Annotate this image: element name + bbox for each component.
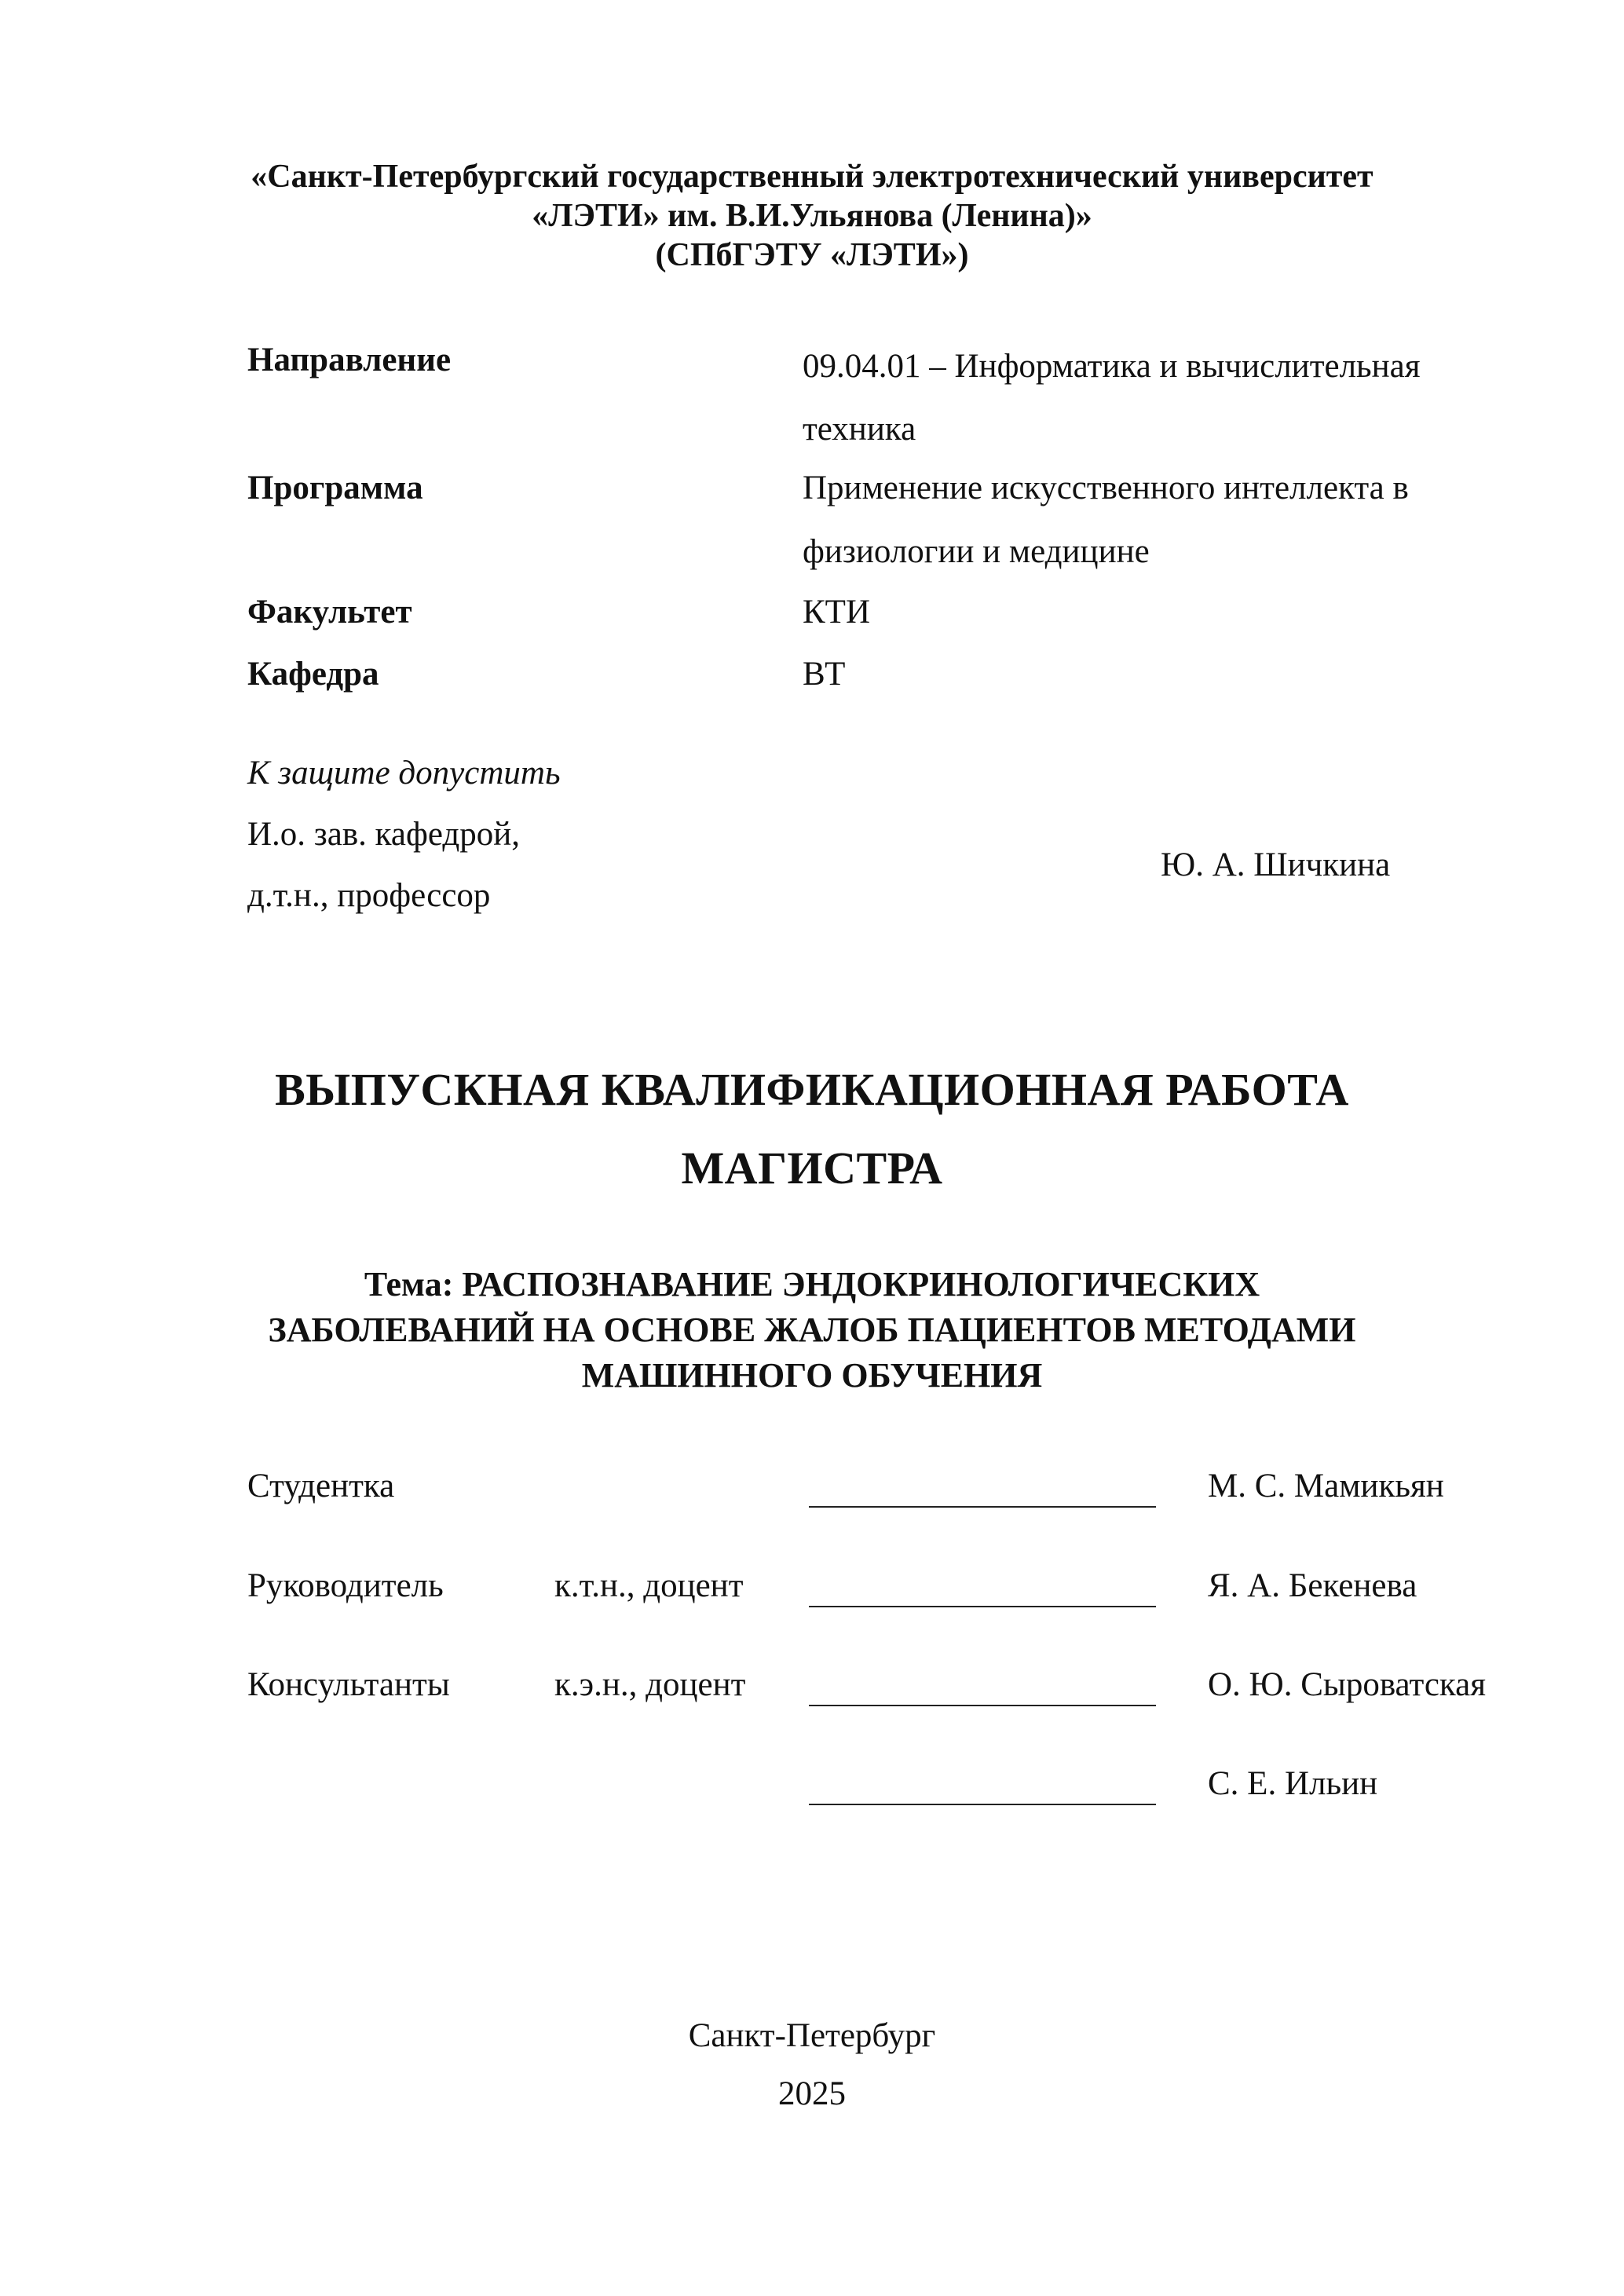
department-value: ВТ: [803, 656, 846, 693]
faculty-value: КТИ: [803, 594, 870, 631]
footer-year: 2025: [778, 2075, 846, 2112]
admission-heading: К защите допустить: [247, 755, 561, 792]
faculty-label: Факультет: [247, 594, 412, 631]
admission-degree: д.т.н., профессор: [247, 877, 491, 914]
admission-position: И.о. зав. кафедрой,: [247, 816, 521, 853]
supervisor-name: Я. А. Бекенева: [1208, 1567, 1417, 1604]
consultant-2-signature-line: [809, 1804, 1156, 1805]
document-title-line-2: МАГИСТРА: [681, 1143, 943, 1194]
student-signature-line: [809, 1506, 1156, 1508]
university-abbreviation: (СПбГЭТУ «ЛЭТИ»): [655, 237, 969, 273]
topic-line-1: Тема: РАСПОЗНАВАНИЕ ЭНДОКРИНОЛОГИЧЕСКИХ: [364, 1265, 1260, 1303]
university-name-line-1: «Санкт-Петербургский государственный электротехнический университет: [251, 159, 1373, 195]
program-value-line-2: физиологии и медицине: [803, 533, 1150, 570]
consultant-1-degree: к.э.н., доцент: [554, 1666, 746, 1703]
document-title-line-1: ВЫПУСКНАЯ КВАЛИФИКАЦИОННАЯ РАБОТА: [275, 1064, 1349, 1115]
consultants-role: Консультанты: [247, 1666, 450, 1703]
admission-signatory-name: Ю. А. Шичкина: [1161, 846, 1391, 883]
direction-value-line-1: 09.04.01 – Информатика и вычислительная: [803, 348, 1421, 385]
university-name-line-2: «ЛЭТИ» им. В.И.Ульянова (Ленина)»: [532, 198, 1092, 234]
supervisor-degree: к.т.н., доцент: [554, 1567, 744, 1604]
direction-label: Направление: [247, 342, 452, 378]
topic-line-2: ЗАБОЛЕВАНИЙ НА ОСНОВЕ ЖАЛОБ ПАЦИЕНТОВ МЕТОДАМИ: [268, 1311, 1356, 1349]
direction-value-line-2: техника: [803, 411, 916, 448]
student-name: М. С. Мамикьян: [1208, 1468, 1444, 1504]
supervisor-role: Руководитель: [247, 1567, 444, 1604]
footer-city: Санкт-Петербург: [688, 2017, 936, 2054]
program-value-line-1: Применение искусственного интеллекта в: [803, 470, 1409, 506]
topic-line-3: МАШИННОГО ОБУЧЕНИЯ: [581, 1356, 1043, 1395]
student-role: Студентка: [247, 1468, 395, 1504]
consultant-1-name: О. Ю. Сыроватская: [1208, 1666, 1487, 1703]
supervisor-signature-line: [809, 1606, 1156, 1607]
department-label: Кафедра: [247, 656, 379, 693]
program-label: Программа: [247, 470, 423, 506]
consultant-2-name: С. Е. Ильин: [1208, 1765, 1378, 1802]
consultant-1-signature-line: [809, 1705, 1156, 1706]
